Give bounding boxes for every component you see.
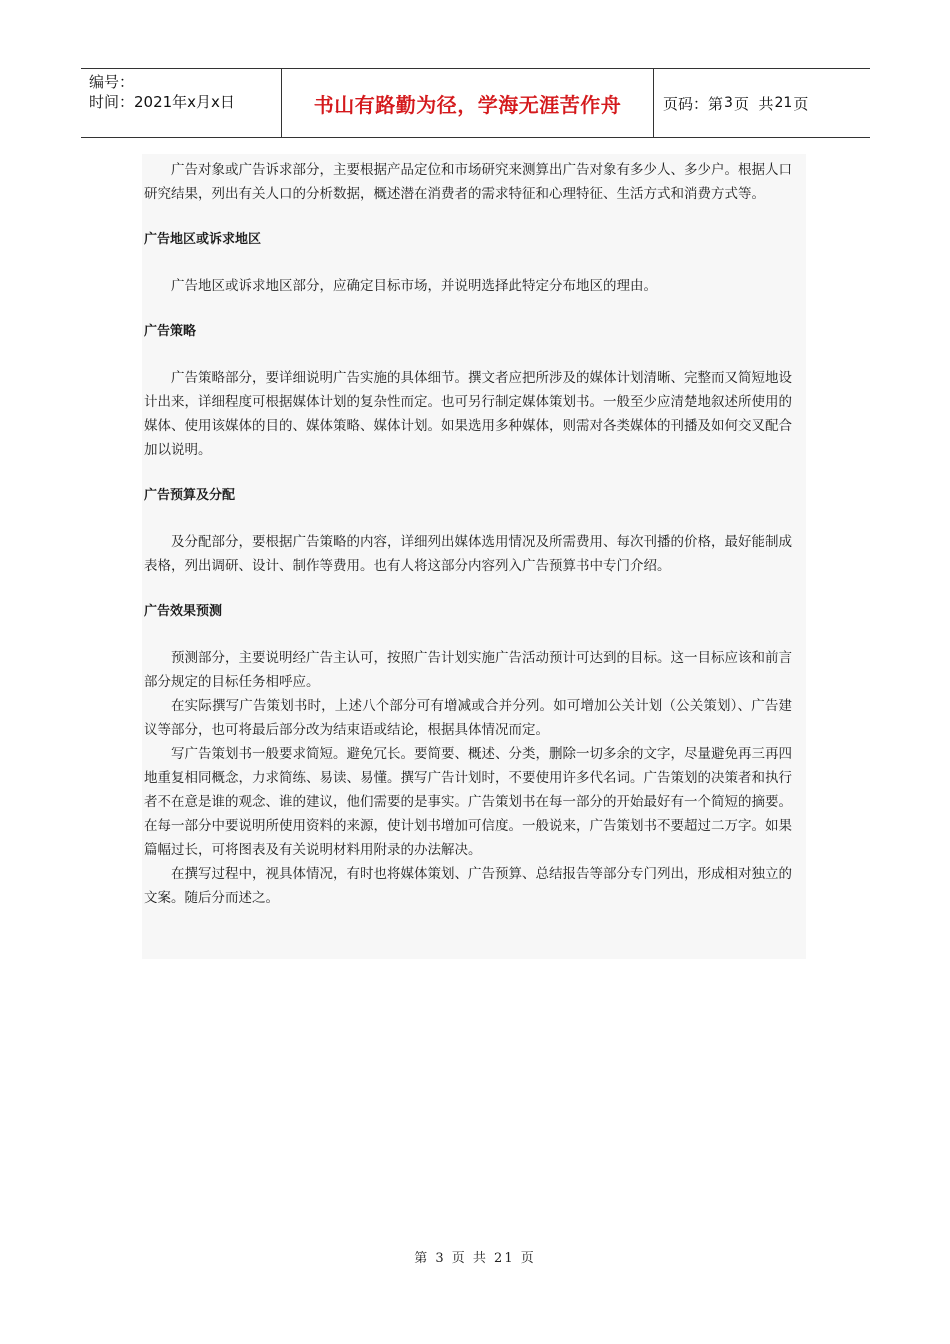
paragraph-brief: 写广告策划书一般要求简短。避免冗长。要简要、概述、分类，删除一切多余的文字，尽量避免再三再四地重复相同概念，力求简练、易读、易懂。撰写广告计划时，不要使用许多代名词。广告策划的决策者和执行者不在意是谁的观念、谁的建议，他们需要的是事实。广告策划书在每一部分的开始最好有一个简短的摘要。在每一部分中要说明所使用资料的来源，使计划书增加可信度。一般说来，广告策划书不要超过二万字。如果篇幅过长，可将图表及有关说明材料用附录的办法解决。	[144, 746, 792, 858]
page-suffix: 页	[793, 94, 809, 113]
date-label: 时间：2021年x月x日	[89, 93, 235, 111]
header-page-info	[654, 69, 870, 137]
heading-effect: 广告效果预测	[144, 604, 223, 619]
paragraph-budget: 及分配部分，要根据广告策略的内容，详细列出媒体选用情况及所需费用、每次刊播的价格，最好能制成表格，列出调研、设计、制作等费用。也有人将这部分内容列入广告预算书中专门介绍。	[144, 534, 792, 574]
page-prefix: 页码：第	[663, 94, 724, 113]
paragraph-process: 在撰写过程中，视具体情况，有时也将媒体策划、广告预算、总结报告等部分专门列出，形成相对独立的文案。随后分而述之。	[144, 866, 792, 906]
page-total: 21	[774, 95, 793, 111]
paragraph-practice: 在实际撰写广告策划书时，上述八个部分可有增减或合并分列。如可增加公关计划（公关策划）、广告建议等部分，也可将最后部分改为结束语或结论，根据具体情况而定。	[144, 698, 792, 738]
header-motto-cell	[281, 69, 654, 137]
page-number: 3	[724, 95, 733, 111]
page-header	[81, 68, 870, 138]
paragraph-region: 广告地区或诉求地区部分，应确定目标市场，并说明选择此特定分布地区的理由。	[171, 278, 657, 294]
page-footer: 第 3 页 共 21 页	[414, 1251, 536, 1266]
paragraph-strategy: 广告策略部分，要详细说明广告实施的具体细节。撰文者应把所涉及的媒体计划清晰、完整而又简短地设计出来，详细程度可根据媒体计划的复杂性而定。也可另行制定媒体策划书。一般至少应清楚地叙述所使用的媒体、使用该媒体的目的、媒体策略、媒体计划。如果选用多种媒体，则需对各类媒体的刊播及如何交叉配合加以说明。	[144, 370, 792, 458]
header-motto: 书山有路勤为径，学海无涯苦作舟	[313, 92, 622, 117]
header-meta	[81, 69, 281, 137]
heading-budget: 广告预算及分配	[144, 488, 236, 503]
heading-region: 广告地区或诉求地区	[144, 232, 262, 247]
heading-strategy: 广告策略	[144, 324, 197, 339]
paragraph-audience: 广告对象或广告诉求部分，主要根据产品定位和市场研究来测算出广告对象有多少人、多少户。根据人口研究结果，列出有关人口的分析数据，概述潜在消费者的需求特征和心理特征、生活方式和消费方式等。	[144, 162, 792, 202]
document-body	[142, 154, 806, 959]
serial-label: 编号：	[89, 73, 135, 91]
page-mid: 页 共	[733, 94, 774, 113]
paragraph-effect: 预测部分，主要说明经广告主认可，按照广告计划实施广告活动预计可达到的目标。这一目标应该和前言部分规定的目标任务相呼应。	[144, 650, 792, 690]
